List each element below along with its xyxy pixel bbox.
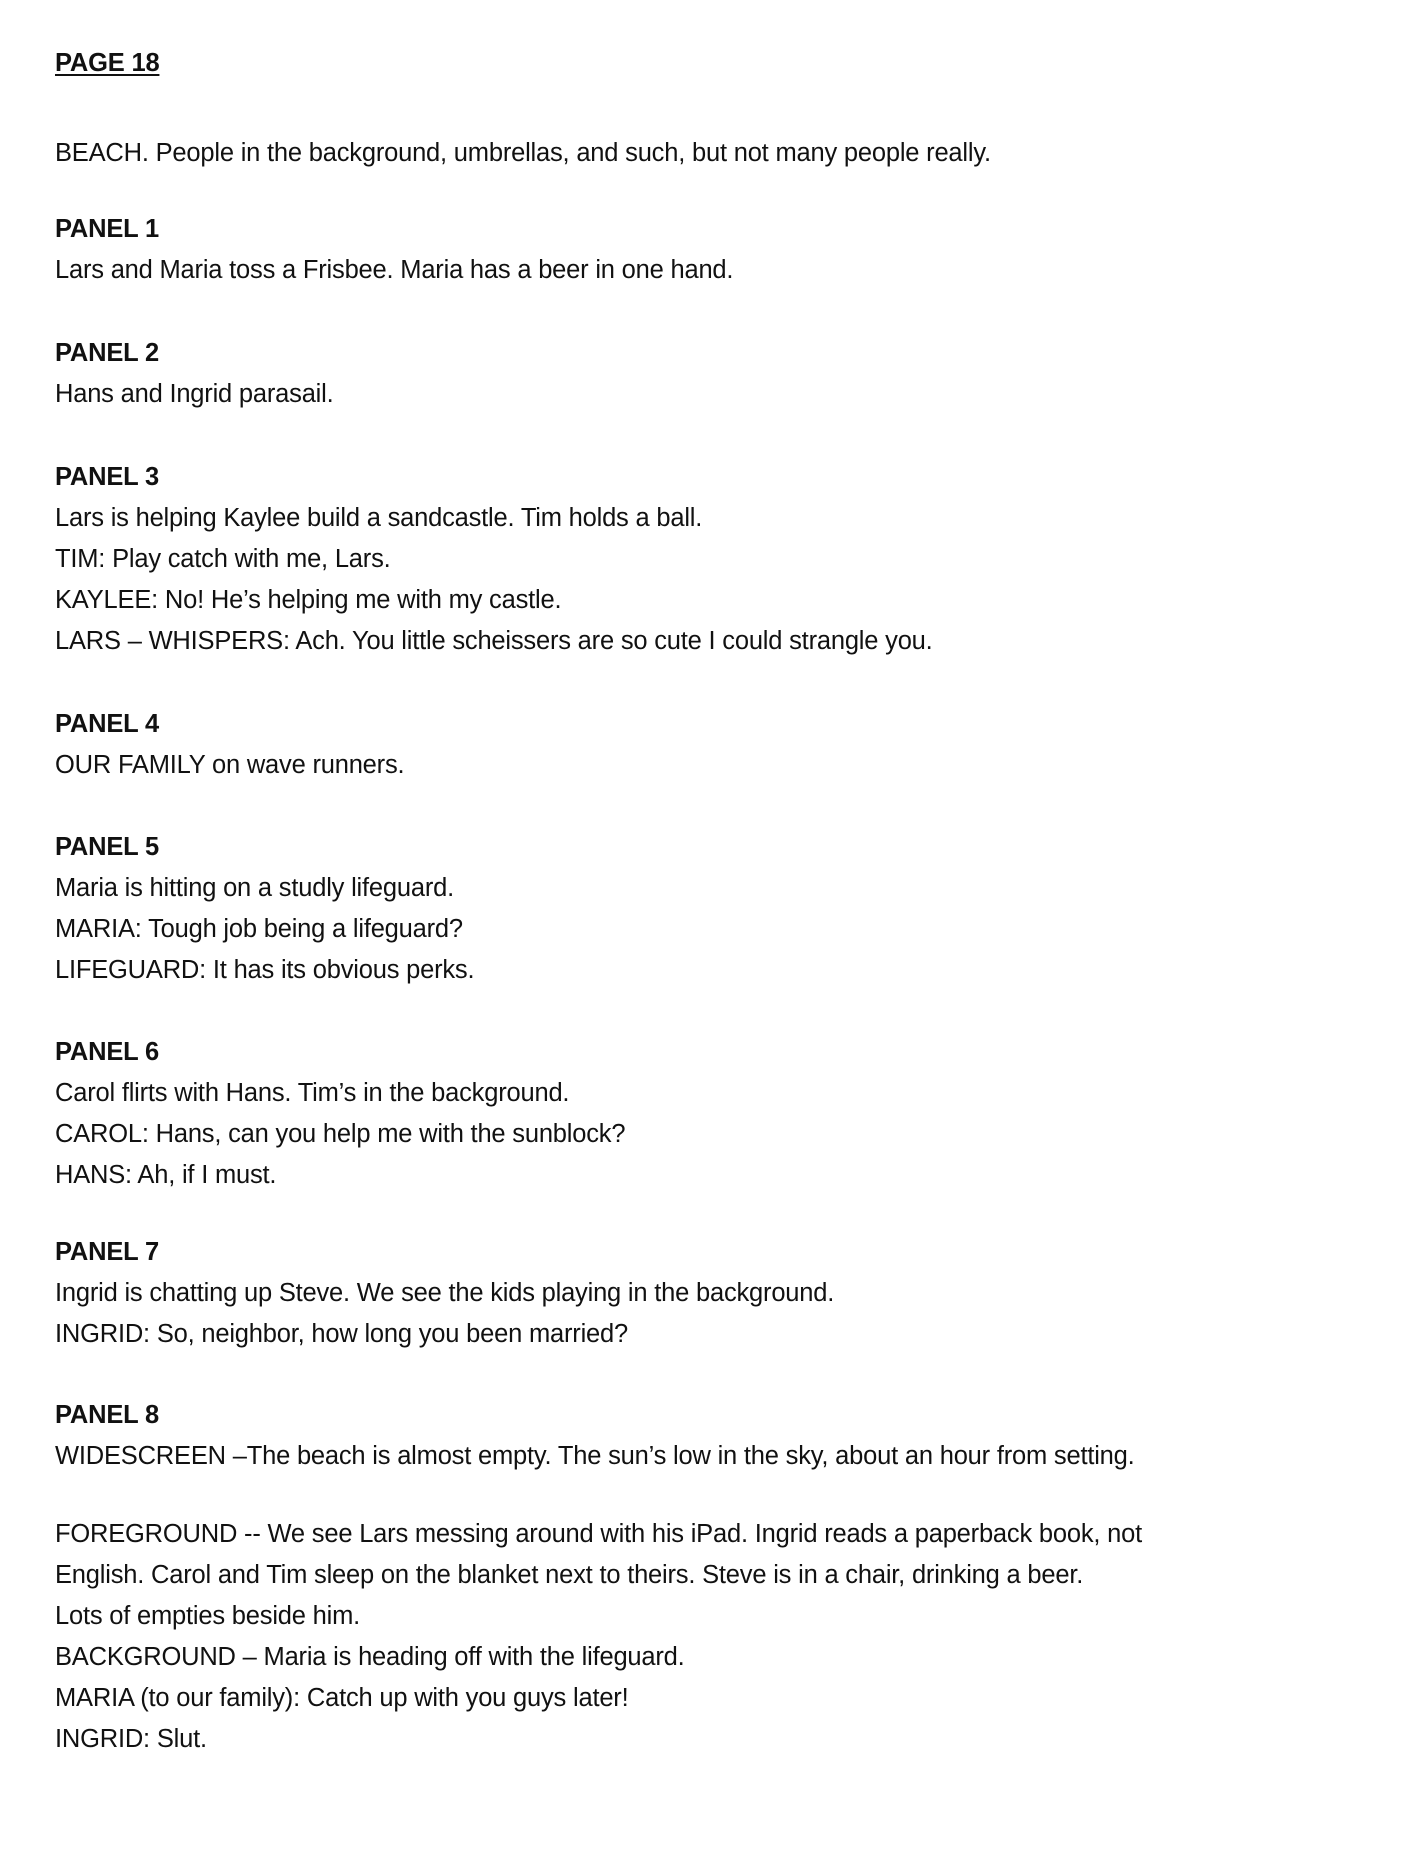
panel-5-heading: PANEL 5 bbox=[55, 833, 159, 861]
panel-2-line: Hans and Ingrid parasail. bbox=[55, 380, 334, 408]
panel-4-heading: PANEL 4 bbox=[55, 710, 159, 738]
panel-6-heading: PANEL 6 bbox=[55, 1038, 159, 1066]
panel-8-line: Lots of empties beside him. bbox=[55, 1602, 361, 1630]
page-title: PAGE 18 bbox=[55, 49, 160, 77]
panel-8-line: BACKGROUND – Maria is heading off with the lifeguard. bbox=[55, 1643, 685, 1671]
panel-5-line: MARIA: Tough job being a lifeguard? bbox=[55, 915, 463, 943]
panel-8-line: INGRID: Slut. bbox=[55, 1725, 207, 1753]
panel-8-line: FOREGROUND -- We see Lars messing around with his iPad. Ingrid reads a paperback book, not bbox=[55, 1520, 1143, 1548]
panel-6-line: CAROL: Hans, can you help me with the sunblock? bbox=[55, 1120, 626, 1148]
panel-2-heading: PANEL 2 bbox=[55, 339, 159, 367]
panel-7-heading: PANEL 7 bbox=[55, 1238, 159, 1266]
panel-5-line: LIFEGUARD: It has its obvious perks. bbox=[55, 956, 475, 984]
panel-8-line: MARIA (to our family): Catch up with you guys later! bbox=[55, 1684, 629, 1712]
panel-6-line: HANS: Ah, if I must. bbox=[55, 1161, 277, 1189]
scene-description: BEACH. People in the background, umbrellas, and such, but not many people really. bbox=[55, 139, 991, 167]
panel-4-line: OUR FAMILY on wave runners. bbox=[55, 751, 405, 779]
panel-7-line: Ingrid is chatting up Steve. We see the kids playing in the background. bbox=[55, 1279, 835, 1307]
panel-8-line: WIDESCREEN –The beach is almost empty. The sun’s low in the sky, about an hour from setting. bbox=[55, 1442, 1135, 1470]
panel-3-line: LARS – WHISPERS: Ach. You little scheissers are so cute I could strangle you. bbox=[55, 627, 933, 655]
panel-5-line: Maria is hitting on a studly lifeguard. bbox=[55, 874, 454, 902]
panel-8-line: English. Carol and Tim sleep on the blanket next to theirs. Steve is in a chair, drinking a beer. bbox=[55, 1561, 1084, 1589]
panel-3-line: TIM: Play catch with me, Lars. bbox=[55, 545, 391, 573]
panel-8-heading: PANEL 8 bbox=[55, 1401, 159, 1429]
panel-3-heading: PANEL 3 bbox=[55, 463, 159, 491]
panel-3-line: KAYLEE: No! He’s helping me with my castle. bbox=[55, 586, 562, 614]
panel-6-line: Carol flirts with Hans. Tim’s in the background. bbox=[55, 1079, 570, 1107]
panel-7-line: INGRID: So, neighbor, how long you been married? bbox=[55, 1320, 628, 1348]
panel-1-heading: PANEL 1 bbox=[55, 215, 159, 243]
panel-3-line: Lars is helping Kaylee build a sandcastle. Tim holds a ball. bbox=[55, 504, 703, 532]
panel-1-line: Lars and Maria toss a Frisbee. Maria has a beer in one hand. bbox=[55, 256, 734, 284]
